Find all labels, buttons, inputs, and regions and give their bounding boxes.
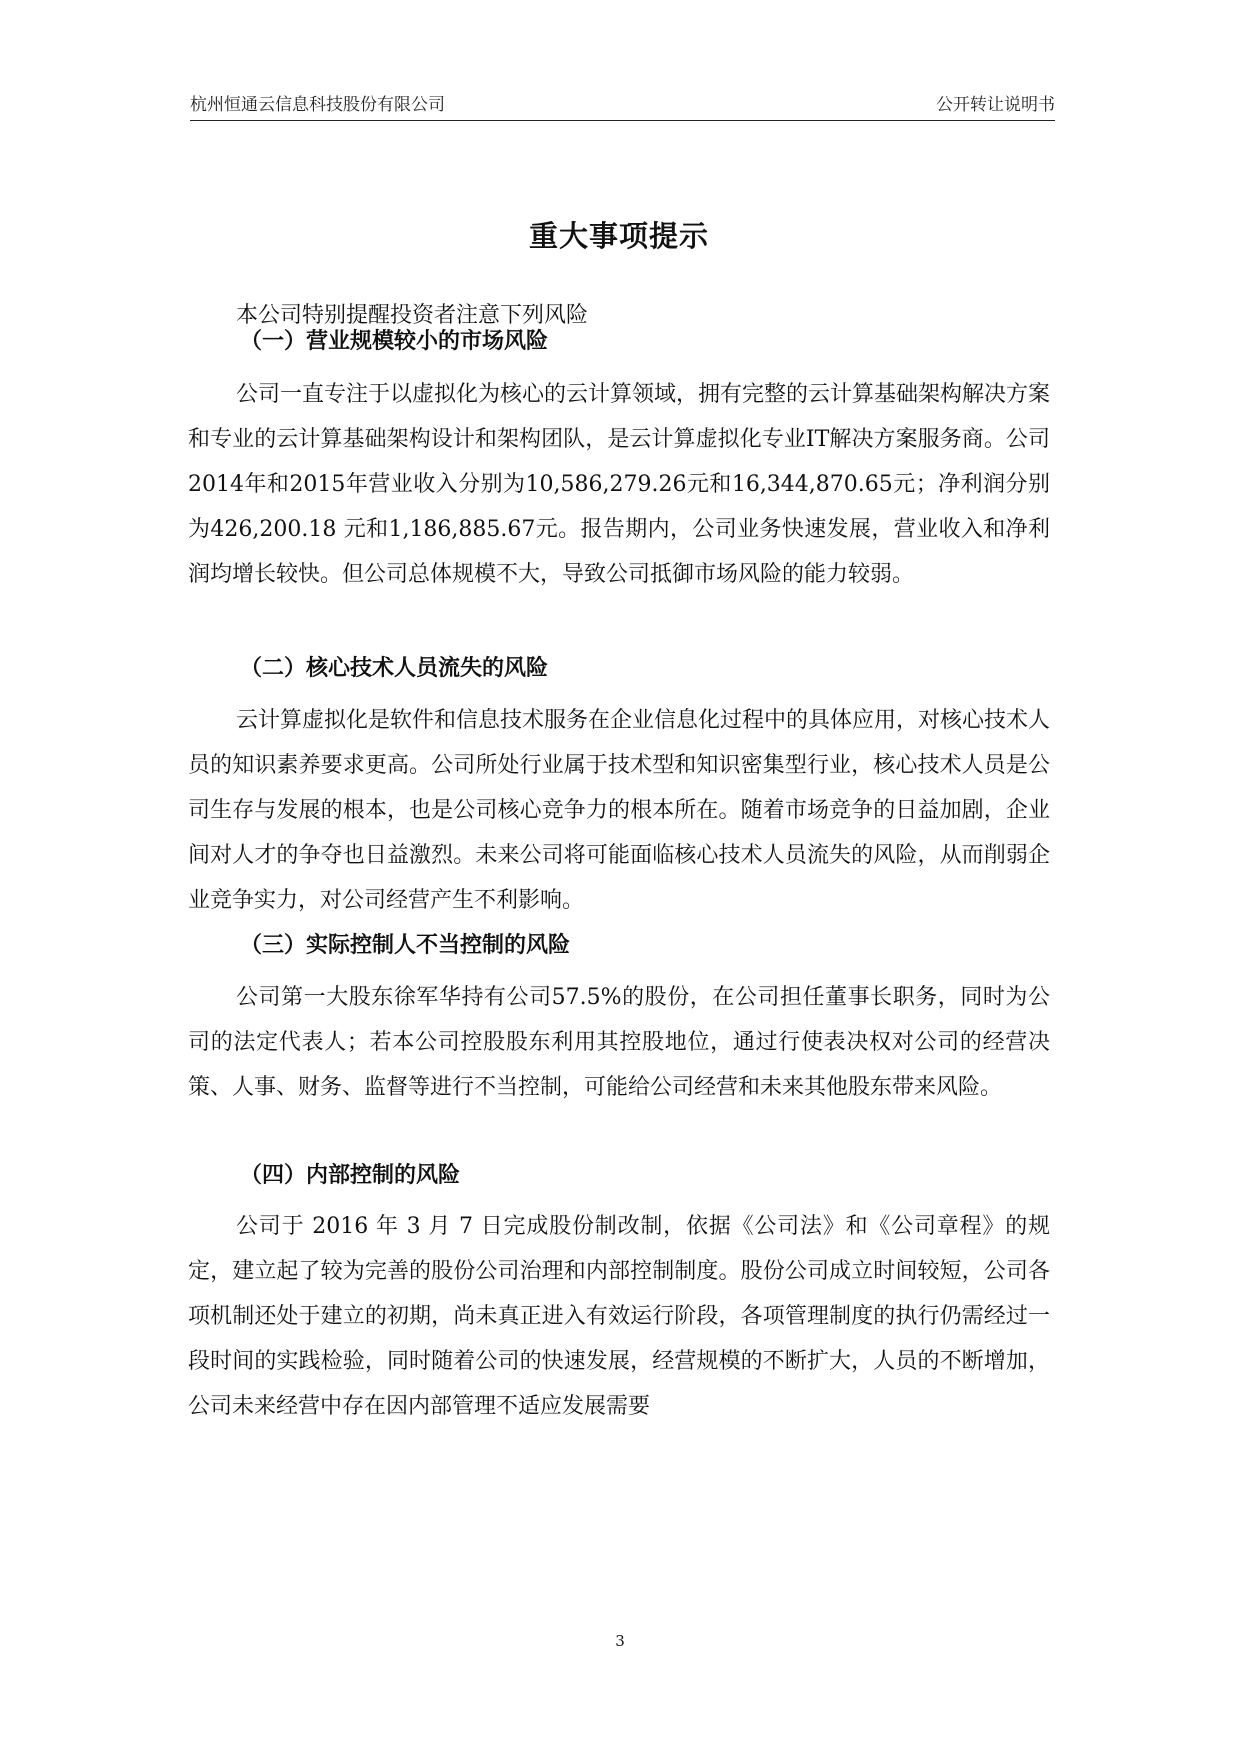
section-heading-2: （二）核心技术人员流失的风险	[240, 656, 549, 681]
section-heading-3: （三）实际控制人不当控制的风险	[240, 933, 571, 958]
section-paragraph-4: 公司于 2016 年 3 月 7 日完成股份制改制，依据《公司法》和《公司章程》的规定，建立起了较为完善的股份公司治理和内部控制制度。股份公司成立时间较短，公司各项机制还处于建立的初期，尚未真正进入有效运行阶段，各项管理制度的执行仍需经过一段时间的实践检验，同时随着公司的快速发展，经营规模的不断扩大，人员的不断增加，公司未来经营中存在因内部管理不适应发展需要	[188, 1214, 1050, 1419]
section-heading-4: （四）内部控制的风险	[240, 1163, 461, 1188]
section-heading-1: （一）营业规模较小的市场风险	[240, 329, 549, 354]
page-number: 3	[615, 1632, 625, 1650]
section-paragraph-2: 云计算虚拟化是软件和信息技术服务在企业信息化过程中的具体应用，对核心技术人员的知识素养要求更高。公司所处行业属于技术型和知识密集型行业，核心技术人员是公司生存与发展的根本，也是公司核心竞争力的根本所在。随着市场竞争的日益加剧，企业间对人才的争夺也日益激烈。未来公司将可能面临核心技术人员流失的风险，从而削弱企业竞争实力，对公司经营产生不利影响。	[188, 708, 1051, 913]
header-company: 杭州恒通云信息科技股份有限公司	[190, 95, 445, 115]
header-doc-type: 公开转让说明书	[936, 95, 1055, 115]
section-paragraph-1: 公司一直专注于以虚拟化为核心的云计算领域，拥有完整的云计算基础架构解决方案和专业的云计算基础架构设计和架构团队，是云计算虚拟化专业IT解决方案服务商。公司2014年和2015年营业收入分别为10,586,279.26元和16,344,870.65元；净利润分别为426,200.18 元和1,186,885.67元。报告期内，公司业务快速发展，营业收入和净利润均增长较快。但公司总体规模不大，导致公司抵御市场风险的能力较弱。	[188, 382, 1051, 587]
page-title: 重大事项提示	[528, 219, 709, 253]
intro-text: 本公司特别提醒投资者注意下列风险	[236, 303, 589, 328]
page-header	[190, 86, 1055, 121]
section-paragraph-3: 公司第一大股东徐军华持有公司57.5%的股份，在公司担任董事长职务，同时为公司的法定代表人；若本公司控股股东利用其控股地位，通过行使表决权对公司的经营决策、人事、财务、监督等进行不当控制，可能给公司经营和未来其他股东带来风险。	[188, 985, 1050, 1100]
